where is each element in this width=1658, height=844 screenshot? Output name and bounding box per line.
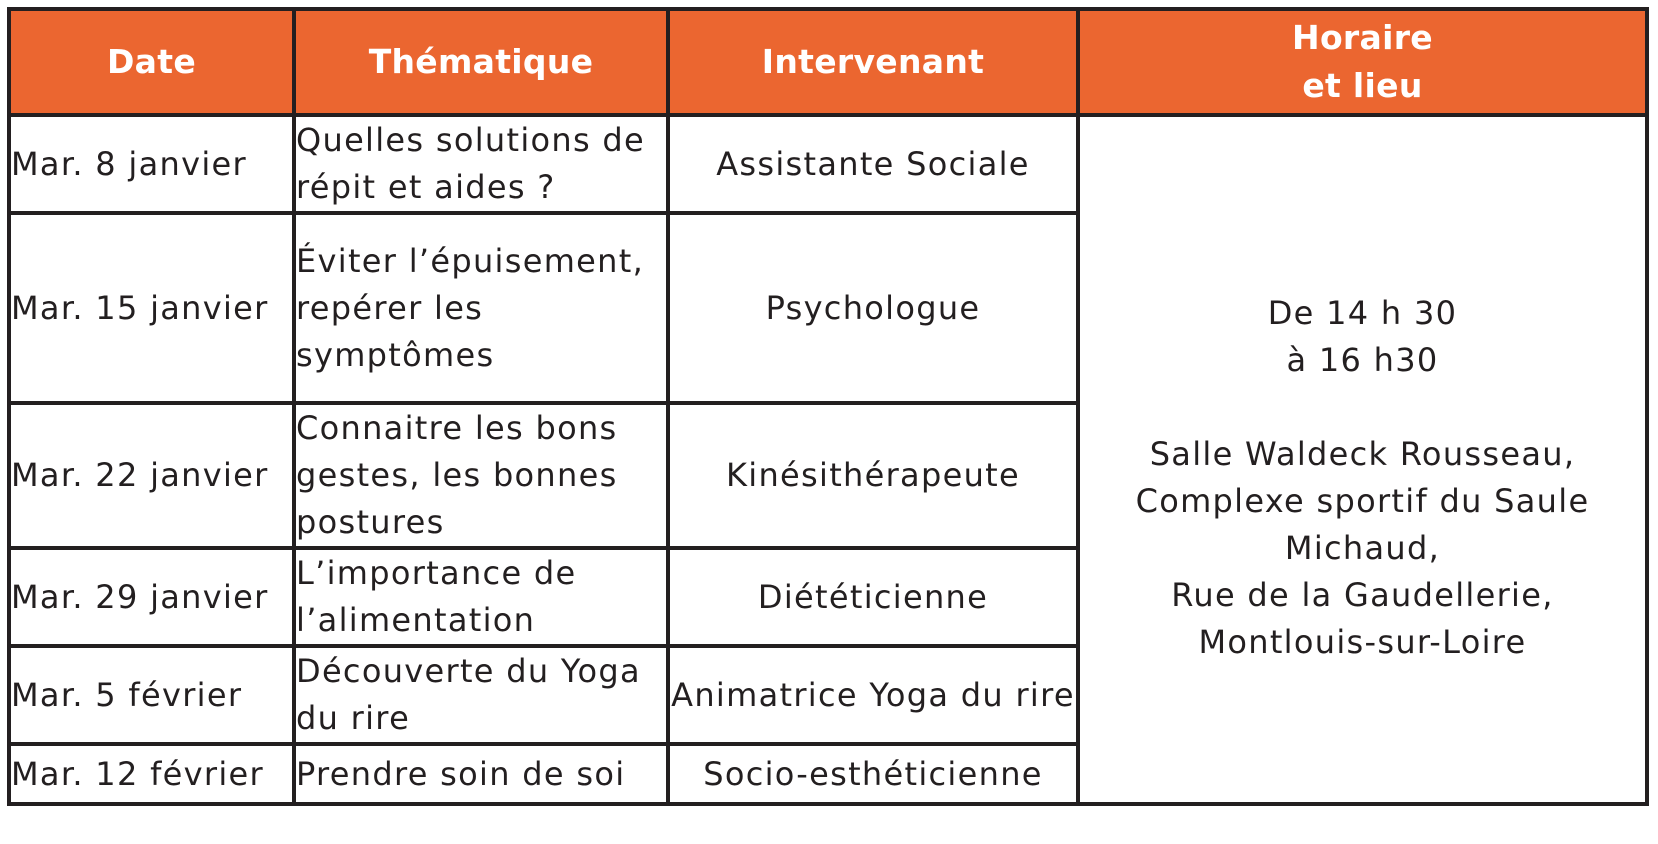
header-row [9,9,1647,115]
theme-line: du rire [296,699,411,737]
place-line: Montlouis-sur-Loire [1198,622,1527,661]
place-line: Rue de la Gaudellerie, [1171,575,1554,614]
time-line: à 16 h30 [1286,340,1439,379]
time-line: De 14 h 30 [1267,293,1458,332]
theme-line: L’importance de [296,554,577,592]
theme-line: Éviter l’épuisement, [296,241,645,280]
header-date-label: Date [106,42,197,81]
speaker-cell: Animatrice Yoga du rire [668,646,1078,744]
header-schedule-line-1: Horaire [1292,18,1433,57]
schedule-place-block [1080,290,1645,666]
table-row [9,115,1647,213]
theme-cell [294,548,668,646]
schedule-sheet [7,7,1649,806]
theme-line: l’alimentation [296,601,536,639]
theme-cell [294,646,668,744]
header-theme [294,9,668,115]
schedule-table [7,7,1649,806]
speaker-cell: Kinésithérapeute [668,403,1078,548]
header-date [9,9,294,115]
theme-line: postures [296,503,445,541]
theme-line: Découverte du Yoga [296,652,641,690]
date-cell: Mar. 8 janvier [9,115,294,213]
speaker-cell: Psychologue [668,213,1078,403]
speaker-cell: Assistante Sociale [668,115,1078,213]
theme-line: répit et aides ? [296,168,556,206]
place-line: Michaud, [1284,528,1441,567]
theme-line: gestes, les bonnes [296,456,618,494]
theme-line: Connaitre les bons [296,409,618,447]
theme-cell [294,213,668,403]
date-cell: Mar. 29 janvier [9,548,294,646]
header-speaker [668,9,1078,115]
theme-line: Quelles solutions de [296,121,646,159]
date-cell: Mar. 12 février [9,744,294,804]
header-schedule-line-2: et lieu [1302,66,1423,105]
date-cell: Mar. 5 février [9,646,294,744]
header-schedule-place [1078,9,1647,115]
theme-cell [294,744,668,804]
place-line: Complexe sportif du Saule [1135,481,1590,520]
theme-cell [294,403,668,548]
theme-line: Prendre soin de soi [296,754,626,793]
header-speaker-label: Intervenant [761,42,985,81]
speaker-cell: Socio-esthéticienne [668,744,1078,804]
header-theme-label: Thématique [368,42,594,81]
theme-cell [294,115,668,213]
spacer [1080,384,1645,431]
theme-line: repérer les [296,288,484,327]
speaker-cell: Diététicienne [668,548,1078,646]
theme-line: symptômes [296,335,495,374]
schedule-place-cell [1078,115,1647,804]
date-cell: Mar. 15 janvier [9,213,294,403]
date-cell: Mar. 22 janvier [9,403,294,548]
place-line: Salle Waldeck Rousseau, [1149,434,1576,473]
